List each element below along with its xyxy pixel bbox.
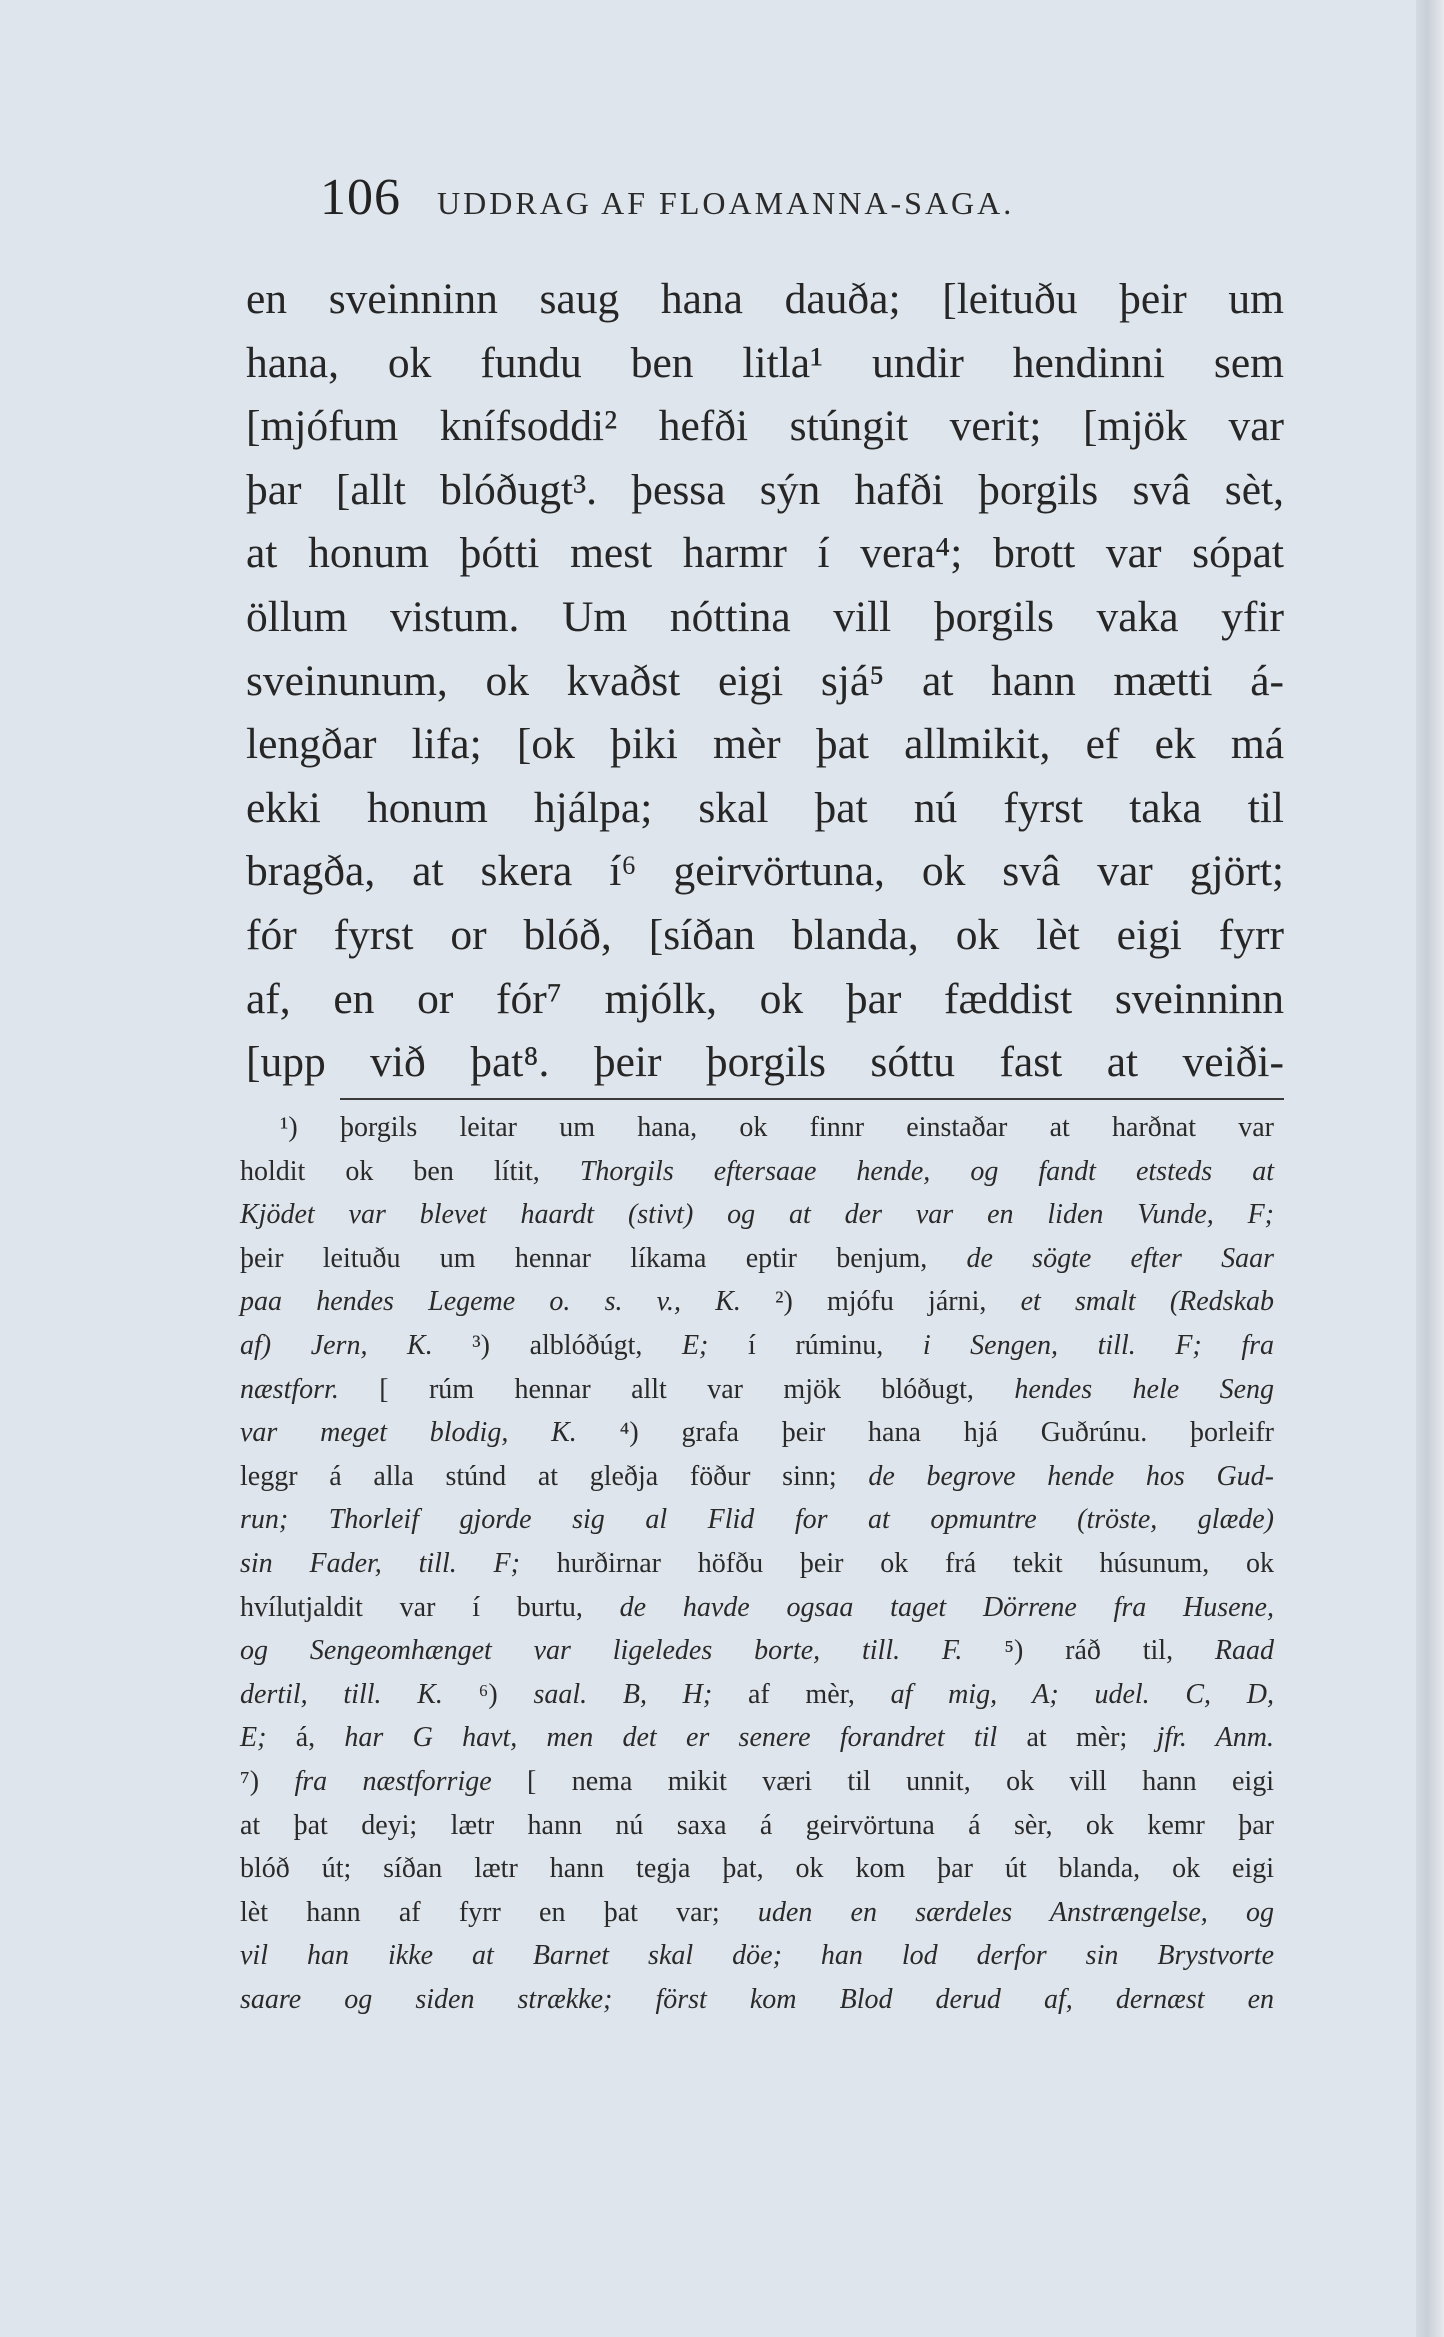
footnote-roman-segment: ¹) þorgils leitar um hana, ok finnr einstaðar at harðnat var xyxy=(280,1112,1274,1143)
page-header xyxy=(320,168,1320,238)
text-line: sveinunum, ok kvaðst eigi sjá⁵ at hann mætti á- xyxy=(246,656,1284,705)
footnote-roman-segment: ⁴) grafa þeir hana hjá Guðrúnu. þorleifr xyxy=(576,1417,1274,1449)
footnote-line xyxy=(240,1891,1274,1935)
text-line: [upp við þat⁸. þeir þorgils sóttu fast at veiði- xyxy=(246,1038,1284,1087)
footnote-roman-segment: ⁷) xyxy=(240,1765,295,1797)
footnote-italic-segment: vil han ikke at Barnet skal döe; han lod derfor sin Brystvorte xyxy=(240,1940,1274,1972)
footnote-roman-segment: at þat deyi; lætr hann nú saxa á geirvörtuna á sèr, ok kemr þar xyxy=(240,1809,1274,1841)
footnote-italic-segment: jfr. Anm. xyxy=(1156,1722,1275,1754)
footnote-line xyxy=(240,1368,1274,1412)
footnote-italic-segment: Raad xyxy=(1214,1635,1274,1667)
text-line: þar [allt blóðugt³. þessa sýn hafði þorgils svâ sèt, xyxy=(246,465,1284,514)
footnote-roman-segment: leggr á alla stúnd at gleðja föður sinn; xyxy=(240,1460,869,1492)
footnote-roman-segment: holdit ok ben lítit, xyxy=(240,1155,580,1187)
footnote-roman-segment: þeir leituðu um hennar líkama eptir benjum, xyxy=(240,1242,967,1274)
page-number: 106 xyxy=(320,169,401,226)
footnote-italic-segment: næstforr. xyxy=(240,1373,339,1405)
footnote-roman-segment: lèt hann af fyrr en þat var; xyxy=(240,1896,758,1928)
footnote-roman-segment: ²) mjófu járni, xyxy=(740,1286,1021,1318)
footnote-italic-segment: har G havt, men det er senere forandret til xyxy=(344,1722,998,1754)
footnote-roman-segment: [ nema mikit væri til unnit, ok vill hann eigi xyxy=(491,1765,1274,1797)
main-text xyxy=(246,268,1284,1095)
footnote-line xyxy=(240,1498,1274,1542)
footnote-italic-segment: uden en særdeles Anstrængelse, og xyxy=(757,1896,1274,1928)
footnote-line xyxy=(240,1193,1274,1237)
footnote-italic-segment: run; Thorleif gjorde sig al Flid for at opmuntre (tröste, glæde) xyxy=(240,1504,1274,1536)
footnote-italic-segment: paa hendes Legeme o. s. v., K. xyxy=(240,1286,741,1318)
footnote-italic-segment: hendes hele Seng xyxy=(1014,1373,1274,1405)
text-line: [mjófum knífsoddi² hefði stúngit verit; [mjök var xyxy=(246,402,1284,451)
footnote-roman-segment: ³) alblóðúgt, xyxy=(432,1329,682,1361)
footnote-italic-segment: og Sengeomhænget var ligeledes borte, till. F. xyxy=(240,1635,963,1667)
footnote-line xyxy=(240,1455,1274,1499)
footnote-line xyxy=(240,1847,1274,1891)
footnote-line xyxy=(240,1716,1274,1760)
footnote-roman-segment: af mèr, xyxy=(712,1678,891,1710)
footnote-italic-segment: sin Fader, till. F; xyxy=(240,1547,520,1579)
text-line: at honum þótti mest harmr í vera⁴; brott var sópat xyxy=(246,529,1284,578)
footnote-roman-segment: at mèr; xyxy=(997,1722,1157,1754)
footnote-line xyxy=(240,1411,1274,1455)
text-line: af, en or fór⁷ mjólk, ok þar fæddist sveinninn xyxy=(246,974,1284,1023)
footnote-roman-segment: ⁶) xyxy=(442,1678,534,1710)
footnote-roman-segment: í rúminu, xyxy=(708,1329,923,1361)
footnote-italic-segment: Kjödet var blevet haardt (stivt) og at der var en liden Vunde, F; xyxy=(240,1199,1274,1231)
footnote-italic-segment: saal. B, H; xyxy=(533,1678,713,1710)
footnote-line xyxy=(240,1324,1274,1368)
text-line: lengðar lifa; [ok þiki mèr þat allmikit, ef ek má xyxy=(246,720,1284,769)
footnote-line xyxy=(240,1760,1274,1804)
text-line: bragða, at skera í⁶ geirvörtuna, ok svâ var gjört; xyxy=(246,847,1284,896)
footnote-italic-segment: E; xyxy=(681,1329,709,1361)
footnote-italic-segment: dertil, till. K. xyxy=(240,1678,443,1710)
footnote-line xyxy=(240,1978,1274,2022)
footnote-roman-segment: hvílutjaldit var í burtu, xyxy=(240,1591,620,1623)
footnote-line xyxy=(240,1237,1274,1281)
footnote-italic-segment: i Sengen, till. F; fra xyxy=(922,1329,1275,1361)
footnote-italic-segment: de havde ogsaa taget Dörrene fra Husene, xyxy=(619,1591,1274,1623)
footnote-italic-segment: var meget blodig, K. xyxy=(240,1417,577,1449)
footnote-roman-segment: hurðirnar höfðu þeir ok frá tekit húsunum, ok xyxy=(519,1547,1275,1579)
footnote-italic-segment: E; xyxy=(240,1722,267,1754)
footnote-rule xyxy=(340,1098,1284,1100)
text-line: hana, ok fundu ben litla¹ undir hendinni sem xyxy=(246,338,1284,387)
footnote-line xyxy=(240,1106,1274,1150)
text-line: öllum vistum. Um nóttina vill þorgils vaka yfir xyxy=(246,592,1284,641)
footnote-line xyxy=(240,1542,1274,1586)
running-title: UDDRAG AF FLOAMANNA-SAGA. xyxy=(437,185,1015,221)
footnotes xyxy=(240,1106,1274,2021)
footnote-italic-segment: Thorgils eftersaae hende, og fandt etsteds at xyxy=(579,1155,1274,1187)
footnote-italic-segment: de sögte efter Saar xyxy=(966,1242,1274,1274)
footnote-italic-segment: saare og siden strække; först kom Blod derud af, dernæst en xyxy=(240,1983,1274,2015)
footnote-italic-segment: af) Jern, K. xyxy=(240,1329,433,1361)
footnote-line xyxy=(240,1629,1274,1673)
footnote-line xyxy=(240,1804,1274,1848)
footnote-roman-segment: ⁵) ráð til, xyxy=(962,1635,1215,1667)
text-line: fór fyrst or blóð, [síðan blanda, ok lèt eigi fyrr xyxy=(246,910,1284,959)
footnote-italic-segment: fra næstforrige xyxy=(294,1765,492,1797)
footnote-roman-segment: á, xyxy=(266,1722,345,1754)
book-spine-edge xyxy=(1416,0,1444,2337)
text-line: ekki honum hjálpa; skal þat nú fyrst taka til xyxy=(246,783,1284,832)
footnote-roman-segment: [ rúm hennar allt var mjök blóðugt, xyxy=(338,1373,1015,1405)
footnote-line xyxy=(240,1934,1274,1978)
footnote-italic-segment: af mig, A; udel. C, D, xyxy=(890,1678,1274,1710)
text-line: en sveinninn saug hana dauða; [leituðu þeir um xyxy=(246,275,1284,323)
footnote-line xyxy=(240,1150,1274,1194)
footnote-italic-segment: de begrove hende hos Gud- xyxy=(868,1460,1274,1492)
footnote-roman-segment: blóð út; síðan lætr hann tegja þat, ok kom þar út blanda, ok eigi xyxy=(240,1853,1274,1885)
footnote-italic-segment: et smalt (Redskab xyxy=(1020,1286,1275,1318)
footnote-line xyxy=(240,1586,1274,1630)
footnote-line xyxy=(240,1673,1274,1717)
footnote-line xyxy=(240,1280,1274,1324)
